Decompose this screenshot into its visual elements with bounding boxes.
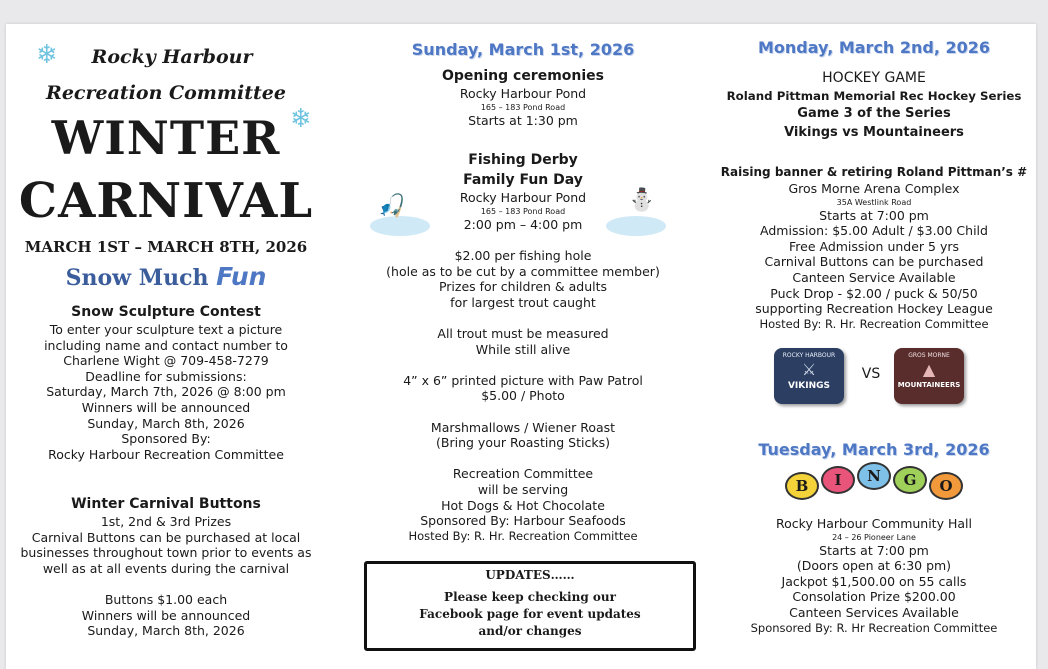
opening-time: Starts at 1:30 pm [468, 112, 578, 128]
monday-date-heading: Monday, March 2nd, 2026 [757, 38, 991, 57]
updates-line: Please keep checking our [444, 590, 616, 604]
banner-line: Raising banner & retiring Roland Pittman’s # [720, 165, 1028, 179]
committee-name-line2: Recreation Committee [46, 82, 286, 104]
opening-venue: Rocky Harbour Pond [459, 86, 587, 101]
hockey-line: Admission: $5.00 Adult / $3.00 Child [760, 223, 988, 239]
buttons-line: businesses throughout town prior to events as [20, 545, 312, 561]
buttons-line: Winners will be announced [81, 607, 251, 623]
buttons-line [6, 576, 326, 592]
detail-line: Prizes for children & adults [438, 279, 608, 295]
detail-line [358, 451, 688, 467]
vikings-logo-top: ROCKY HARBOUR [782, 352, 836, 359]
bingo-ball: B [785, 472, 819, 500]
tagline [6, 262, 326, 291]
hockey-game: Game 3 of the Series [797, 106, 951, 121]
derby-subheading: Family Fun Day [463, 172, 583, 188]
tagline-part-a: Snow Much [65, 265, 209, 291]
bingo-line: Consolation Prize $200.00 [792, 589, 956, 605]
detail-line: $2.00 per fishing hole [454, 248, 592, 263]
hockey-line: Carnival Buttons can be purchased [764, 254, 984, 270]
carnival-dates: MARCH 1ST – MARCH 8TH, 2026 [24, 238, 308, 256]
tagline-part-b: Fun [216, 262, 267, 291]
child-fishing-icon: ⛄ [628, 188, 656, 213]
detail-line [358, 404, 688, 420]
hockey-line: Free Admission under 5 yrs [788, 238, 959, 254]
sculpture-line: To enter your sculpture text a picture [49, 322, 283, 337]
buttons-line: Carnival Buttons can be purchased at local [31, 529, 301, 545]
bingo-ball: N [857, 462, 891, 490]
hockey-line: Hosted By: R. Hr. Recreation Committee [759, 316, 989, 331]
sculpture-section [6, 302, 326, 462]
updates-line: Facebook page for event updates [419, 607, 641, 621]
buttons-line: Buttons $1.00 each [104, 591, 228, 607]
hockey-details [706, 164, 1042, 332]
hockey-series: Roland Pittman Memorial Rec Hockey Series [726, 89, 1022, 103]
flyer-page [6, 24, 1036, 669]
sunday-date-heading: Sunday, March 1st, 2026 [411, 40, 635, 59]
committee-name-line1: Rocky Harbour [91, 46, 253, 68]
derby-venue: Rocky Harbour Pond [459, 190, 587, 205]
hockey-line: Starts at 7:00 pm [819, 207, 929, 223]
bingo-line: (Doors open at 6:30 pm) [796, 558, 952, 574]
bingo-line: Jackpot $1,500.00 on 55 calls [781, 573, 967, 589]
detail-line: Recreation Committee [452, 466, 594, 482]
detail-line: Sponsored By: Harbour Seafoods [420, 513, 626, 529]
title-winter: WINTER [51, 111, 281, 165]
detail-line [358, 310, 688, 326]
title-carnival: CARNIVAL [18, 173, 314, 229]
updates-line: and/or changes [478, 624, 582, 638]
buttons-line: 1st, 2nd & 3rd Prizes [100, 514, 232, 529]
bingo-ball: G [893, 466, 927, 494]
buttons-line: Sunday, March 8th, 2026 [87, 623, 245, 639]
sculpture-line: Rocky Harbour Recreation Committee [48, 446, 284, 462]
hockey-line: Canteen Service Available [792, 269, 956, 285]
mountaineers-logo [894, 348, 964, 404]
sculpture-heading: Snow Sculpture Contest [71, 304, 261, 320]
sculpture-line: Charlene Wight @ 709-458-7279 [63, 353, 269, 369]
buttons-line: well as at all events during the carnival [42, 560, 290, 576]
bingo-line: Sponsored By: R. Hr Recreation Committee [750, 620, 998, 635]
child-fishing-icon: 🎣 [378, 194, 406, 219]
detail-line: Hot Dogs & Hot Chocolate [441, 497, 605, 513]
sculpture-line: Winners will be announced [81, 399, 251, 415]
detail-line: Hosted By: R. Hr. Recreation Committee [408, 528, 638, 543]
tuesday-date-heading: Tuesday, March 3rd, 2026 [758, 440, 990, 459]
hockey-line: Puck Drop - $2.00 / puck & 50/50 [770, 285, 978, 301]
bingo-line: Starts at 7:00 pm [819, 542, 929, 558]
vikings-logo [774, 348, 844, 404]
hockey-heading: HOCKEY GAME [822, 70, 926, 86]
mountaineers-logo-bottom: MOUNTAINEERS [897, 381, 961, 389]
bingo-venue: Rocky Harbour Community Hall [776, 516, 972, 531]
hockey-line: supporting Recreation Hockey League [755, 301, 993, 317]
mountain-icon: ▲ [922, 360, 936, 379]
opening-heading: Opening ceremonies [441, 68, 605, 84]
derby-heading: Fishing Derby [468, 152, 578, 168]
bingo-address: 24 – 26 Pioneer Lane [832, 532, 916, 542]
bingo-logo [706, 467, 1042, 500]
helmet-icon: ⚔ [801, 360, 817, 379]
detail-line: Marshmallows / Wiener Roast [430, 419, 616, 435]
opening-address: 165 – 183 Pond Road [480, 102, 566, 112]
detail-line: $5.00 / Photo [481, 388, 565, 404]
detail-line: All trout must be measured [437, 325, 609, 341]
detail-line [358, 357, 688, 373]
sculpture-line: Sunday, March 8th, 2026 [87, 415, 245, 431]
detail-line: for largest trout caught [450, 294, 596, 310]
opening-section [358, 66, 688, 128]
mountaineers-logo-top: GROS MORNE [908, 352, 950, 359]
buttons-section [6, 494, 326, 639]
sculpture-line: Sponsored By: [121, 431, 211, 447]
sculpture-line: Saturday, March 7th, 2026 @ 8:00 pm [46, 384, 286, 400]
bingo-ball: I [821, 466, 855, 494]
vikings-logo-bottom: VIKINGS [787, 381, 831, 391]
derby-details [358, 248, 688, 544]
bingo-line: Canteen Services Available [789, 604, 959, 620]
updates-heading: UPDATES…… [485, 568, 575, 582]
arena-name: Gros Morne Arena Complex [788, 181, 960, 196]
vs-label: VS [861, 366, 881, 382]
derby-section [358, 150, 688, 232]
buttons-heading: Winter Carnival Buttons [71, 496, 261, 512]
bingo-details [706, 516, 1042, 636]
snowflake-icon: ❄ [290, 104, 312, 134]
snowflake-icon: ❄ [36, 40, 58, 70]
bingo-ball: O [929, 472, 963, 500]
updates-box [364, 561, 696, 651]
detail-line: (Bring your Roasting Sticks) [436, 435, 610, 451]
sculpture-line: Deadline for submissions: [85, 368, 247, 384]
detail-line: While still alive [475, 341, 571, 357]
hockey-teams: Vikings vs Mountaineers [784, 125, 964, 140]
arena-address: 35A Westlink Road [836, 197, 912, 207]
sculpture-line: including name and contact number to [44, 337, 288, 353]
derby-address: 165 – 183 Pond Road [480, 206, 566, 216]
detail-line: 4” x 6” printed picture with Paw Patrol [403, 372, 643, 388]
detail-line: (hole as to be cut by a committee member) [386, 263, 660, 279]
hockey-section [706, 68, 1042, 142]
derby-time: 2:00 pm – 4:00 pm [463, 216, 583, 232]
detail-line: will be serving [477, 481, 569, 497]
